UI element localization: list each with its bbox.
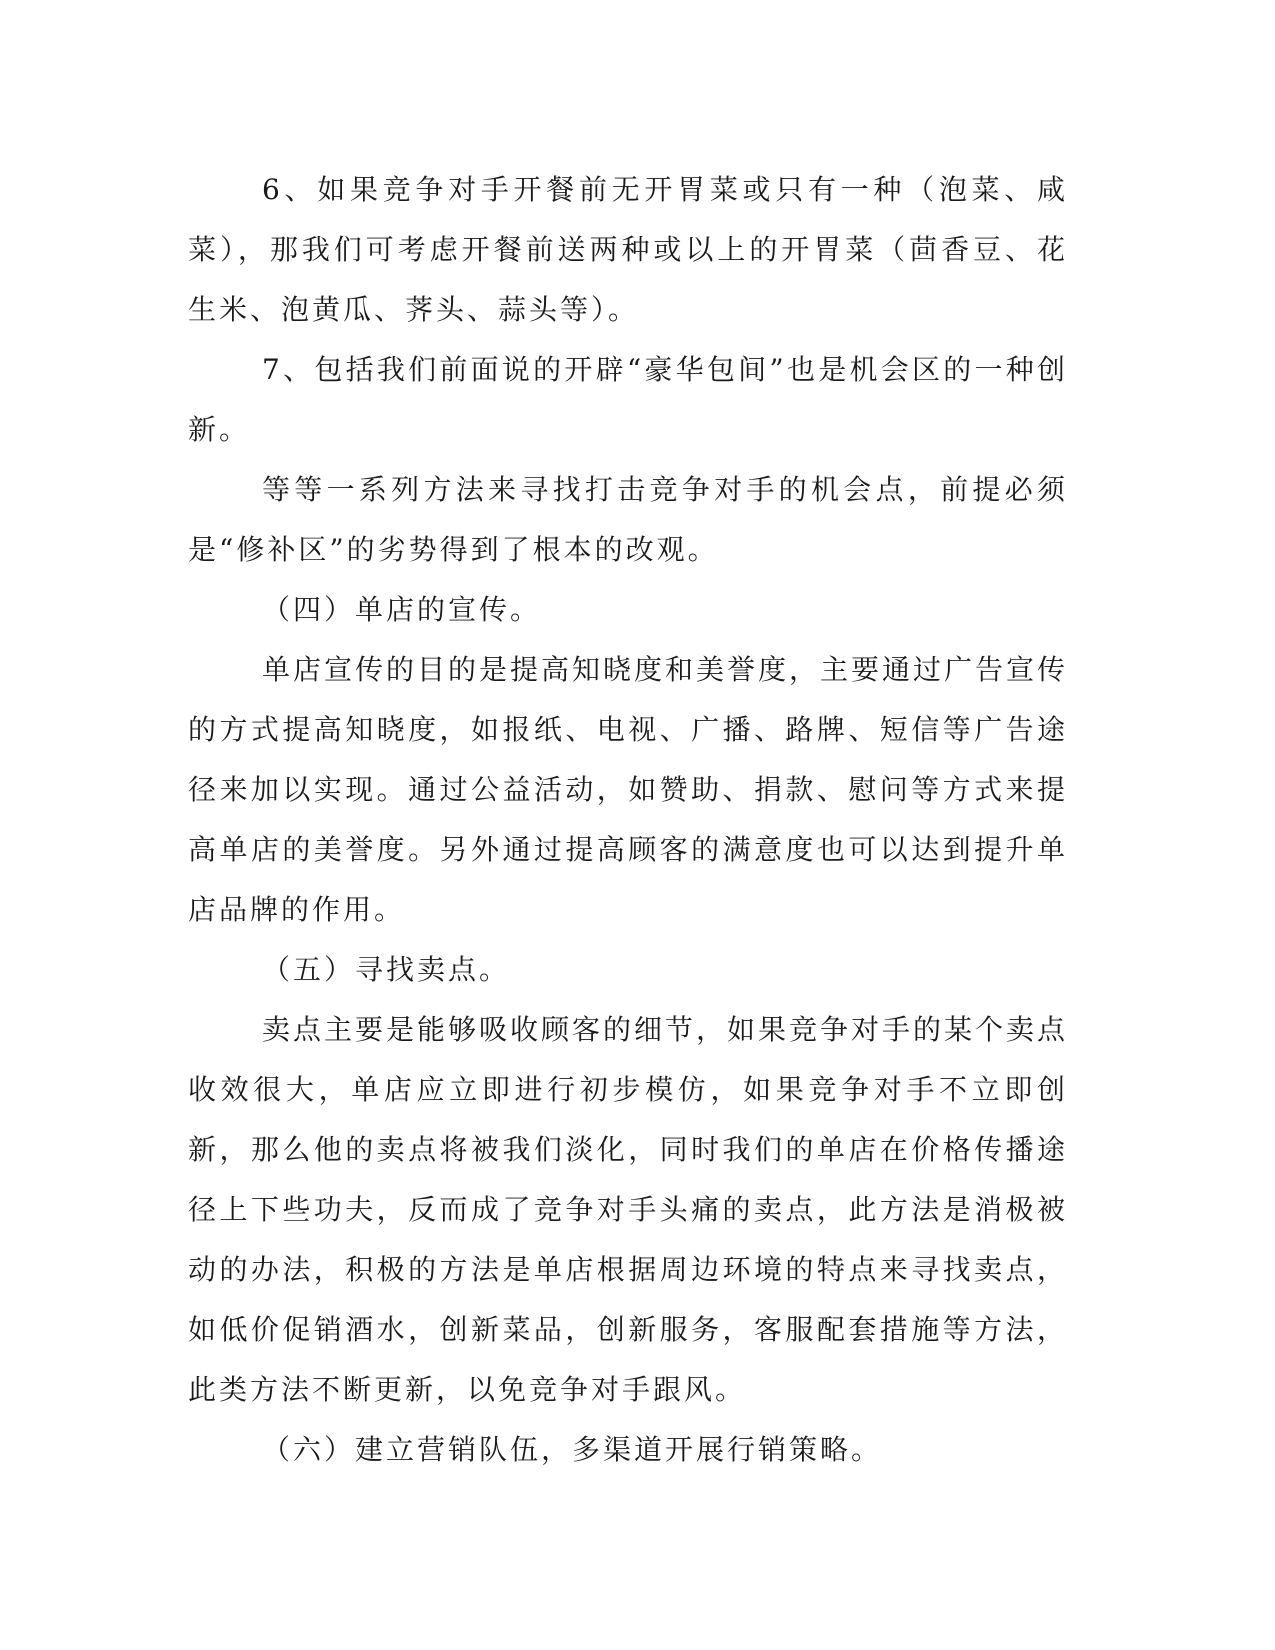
section-heading-4: （四）单店的宣传。 <box>262 593 542 626</box>
section-heading-5: （五）寻找卖点。 <box>262 953 511 986</box>
paragraph-selling-points: 卖点主要是能够吸收顾客的细节，如果竞争对手的某个卖点收效很大，单店应立即进行初步模仿，如果竞争对手不立即创新，那么他的卖点将被我们淡化，同时我们的单店在价格传播途径上下些功夫，反而成了竞争对手头痛的卖点，此方法是消极被动的办法，积极的方法是单店根据周边环境的特点来寻找卖点，如低价促销酒水，创新菜品，创新服务，客服配套措施等方法，此类方法不断更新，以免竞争对手跟风。 <box>188 1013 1069 1406</box>
section-heading-6: （六）建立营销队伍，多渠道开展行销策略。 <box>262 1433 883 1466</box>
document-body <box>188 160 1068 1480</box>
paragraph-item-7: 7、包括我们前面说的开辟“豪华包间”也是机会区的一种创新。 <box>188 353 1068 446</box>
paragraph-item-6: 6、如果竞争对手开餐前无开胃菜或只有一种（泡菜、咸菜），那我们可考虑开餐前送两种或以上的开胃菜（茴香豆、花生米、泡黄瓜、荠头、蒜头等）。 <box>188 173 1068 326</box>
paragraph-opportunity-summary: 等等一系列方法来寻找打击竞争对手的机会点，前提必须是“修补区”的劣势得到了根本的改观。 <box>188 473 1068 566</box>
paragraph-store-promotion: 单店宣传的目的是提高知晓度和美誉度，主要通过广告宣传的方式提高知晓度，如报纸、电视、广播、路牌、短信等广告途径来加以实现。通过公益活动，如赞助、捐款、慰问等方式来提高单店的美誉度。另外通过提高顾客的满意度也可以达到提升单店品牌的作用。 <box>188 653 1069 926</box>
